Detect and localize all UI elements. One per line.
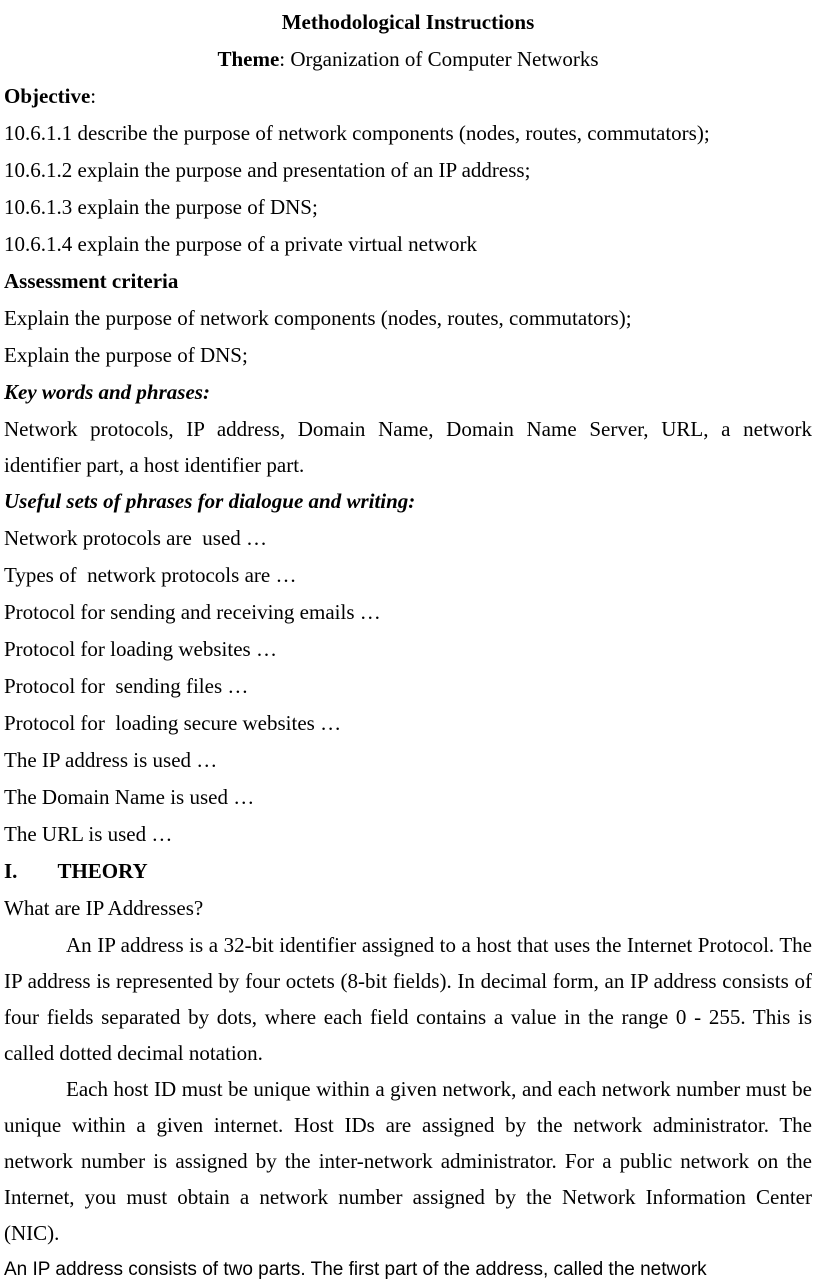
keywords-text	[4, 411, 812, 483]
objective-heading	[4, 78, 812, 115]
phrase-item-5-text: Protocol for sending files …	[4, 674, 249, 698]
keywords-text-text: Network protocols, IP address, Domain Name, Domain Name Server, URL, a network identifier part, a host identifier part.	[4, 417, 812, 477]
doc-title-text: Methodological Instructions	[281, 10, 535, 34]
objective-heading-text: Objective	[4, 84, 91, 108]
doc-theme-text: : Organization of Computer Networks	[279, 47, 599, 71]
objective-item-2-text: 10.6.1.2 explain the purpose and presentation of an IP address;	[4, 158, 531, 182]
phrase-item-2	[4, 557, 812, 594]
phrases-heading	[4, 483, 812, 520]
objective-item-4-text: 10.6.1.4 explain the purpose of a private virtual network	[4, 232, 477, 256]
theory-subheading-text: What are IP Addresses?	[4, 896, 204, 920]
theory-paragraph-1-text: An IP address is a 32-bit identifier assigned to a host that uses the Internet Protocol. The IP address is represented by four octets (8-bit fields). In decimal form, an IP address consists of four fields separated by dots, where each field contains a value in the range 0 - 255. This is called dotted decimal notation.	[4, 933, 812, 1065]
phrase-item-1-text: Network protocols are used …	[4, 526, 268, 550]
theory-heading	[4, 853, 812, 890]
phrase-item-7	[4, 742, 812, 779]
keywords-heading-text: Key words and phrases:	[4, 380, 210, 404]
theory-paragraph-2	[4, 1071, 812, 1251]
phrase-item-7-text: The IP address is used …	[4, 748, 218, 772]
phrase-item-6	[4, 705, 812, 742]
objective-item-3-text: 10.6.1.3 explain the purpose of DNS;	[4, 195, 318, 219]
phrases-heading-text: Useful sets of phrases for dialogue and writing:	[4, 489, 416, 513]
theory-paragraph-1	[4, 927, 812, 1071]
assessment-item-2	[4, 337, 812, 374]
phrase-item-9-text: The URL is used …	[4, 822, 173, 846]
phrase-item-9	[4, 816, 812, 853]
phrase-item-2-text: Types of network protocols are …	[4, 563, 297, 587]
phrase-item-6-text: Protocol for loading secure websites …	[4, 711, 342, 735]
phrase-item-8-text: The Domain Name is used …	[4, 785, 255, 809]
phrase-item-8	[4, 779, 812, 816]
assessment-heading	[4, 263, 812, 300]
assessment-heading-text: Assessment criteria	[4, 269, 179, 293]
doc-theme	[4, 41, 812, 78]
phrase-item-3-text: Protocol for sending and receiving emails …	[4, 600, 381, 624]
theory-paragraph-3	[4, 1251, 812, 1288]
doc-theme-text: Theme	[217, 47, 280, 71]
phrase-item-4	[4, 631, 812, 668]
objective-heading-text: :	[90, 84, 97, 108]
objective-item-3	[4, 189, 812, 226]
phrase-item-5	[4, 668, 812, 705]
theory-paragraph-2-text: Each host ID must be unique within a given network, and each network number must be unique within a given internet. Host IDs are assigned by the network administrator. The network number is assigned by the inter-network administrator. For a public network on the Internet, you must obtain a network number assigned by the Network Information Center (NIC).	[4, 1077, 812, 1245]
objective-item-1-text: 10.6.1.1 describe the purpose of network components (nodes, routes, commutators);	[4, 121, 710, 145]
doc-title	[4, 4, 812, 41]
theory-subheading	[4, 890, 812, 927]
assessment-item-2-text: Explain the purpose of DNS;	[4, 343, 248, 367]
theory-heading-text: THEORY	[57, 859, 148, 883]
theory-paragraph-3-text: An IP address consists of two parts. The first part of the address, called the network	[4, 1259, 707, 1280]
phrase-item-4-text: Protocol for loading websites …	[4, 637, 277, 661]
phrase-item-1	[4, 520, 812, 557]
objective-item-1	[4, 115, 812, 152]
document-body	[4, 4, 812, 1288]
phrase-item-3	[4, 594, 812, 631]
assessment-item-1	[4, 300, 812, 337]
assessment-item-1-text: Explain the purpose of network components (nodes, routes, commutators);	[4, 306, 632, 330]
objective-item-4	[4, 226, 812, 263]
theory-heading-text: I.	[4, 859, 18, 883]
keywords-heading	[4, 374, 812, 411]
objective-item-2	[4, 152, 812, 189]
